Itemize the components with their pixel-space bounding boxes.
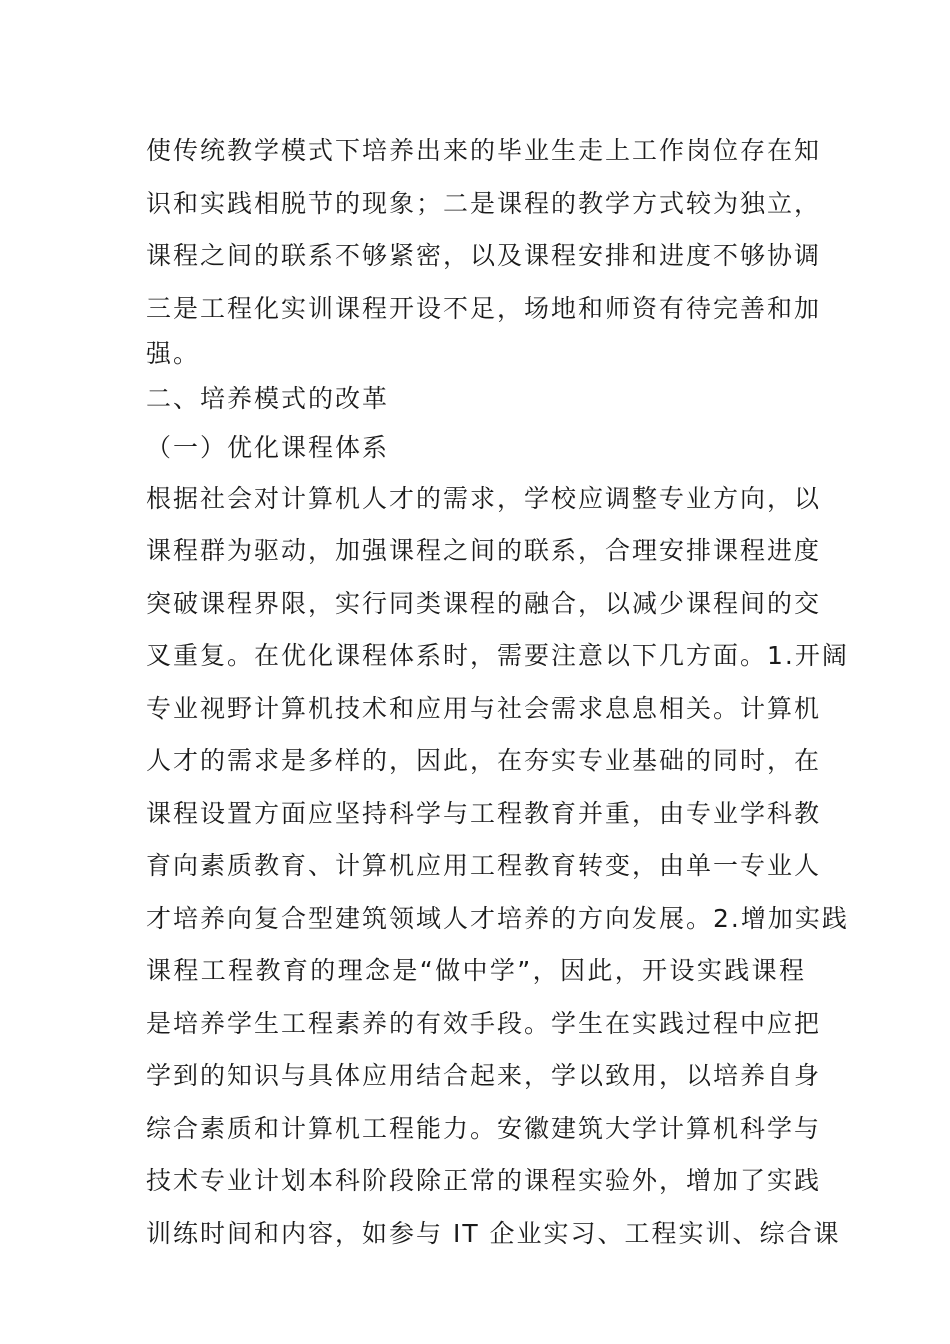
body-text-line: 强。 <box>146 339 201 368</box>
body-text-line: 训练时间和内容，如参与 IT 企业实习、工程实训、综合课 <box>146 1219 841 1248</box>
body-text-line: 三是工程化实训课程开设不足，场地和师资有待完善和加 <box>146 294 822 323</box>
body-text-line: 育向素质教育、计算机应用工程教育转变，由单一专业人 <box>146 851 822 880</box>
body-text-line: 使传统教学模式下培养出来的毕业生走上工作岗位存在知 <box>146 136 822 165</box>
section-heading: 二、培养模式的改革 <box>146 384 390 413</box>
body-text-line: 课程之间的联系不够紧密，以及课程安排和进度不够协调 <box>146 241 822 270</box>
body-text-line: 专业视野计算机技术和应用与社会需求息息相关。计算机 <box>146 694 822 723</box>
body-text-line: 是培养学生工程素养的有效手段。学生在实践过程中应把 <box>146 1009 822 1038</box>
body-text-line: 突破课程界限，实行同类课程的融合，以减少课程间的交 <box>146 589 822 618</box>
body-text-line: 技术专业计划本科阶段除正常的课程实验外，增加了实践 <box>146 1166 822 1195</box>
body-text-line: 课程设置方面应坚持科学与工程教育并重，由专业学科教 <box>146 799 822 828</box>
body-text-line: 课程群为驱动，加强课程之间的联系，合理安排课程进度 <box>146 536 822 565</box>
body-text-line: 综合素质和计算机工程能力。安徽建筑大学计算机科学与 <box>146 1114 822 1143</box>
body-text-line: 才培养向复合型建筑领域人才培养的方向发展。2.增加实践 <box>146 904 849 933</box>
body-text-line: 叉重复。在优化课程体系时，需要注意以下几方面。1.开阔 <box>146 641 849 670</box>
body-text-line: 根据社会对计算机人才的需求，学校应调整专业方向，以 <box>146 484 822 513</box>
subsection-heading: （一）优化课程体系 <box>146 433 390 462</box>
body-text-line: 识和实践相脱节的现象；二是课程的教学方式较为独立， <box>146 189 822 218</box>
body-text-line: 课程工程教育的理念是“做中学”，因此，开设实践课程 <box>146 956 806 985</box>
body-text-line: 人才的需求是多样的，因此，在夯实专业基础的同时，在 <box>146 746 822 775</box>
body-text-line: 学到的知识与具体应用结合起来，学以致用，以培养自身 <box>146 1061 822 1090</box>
